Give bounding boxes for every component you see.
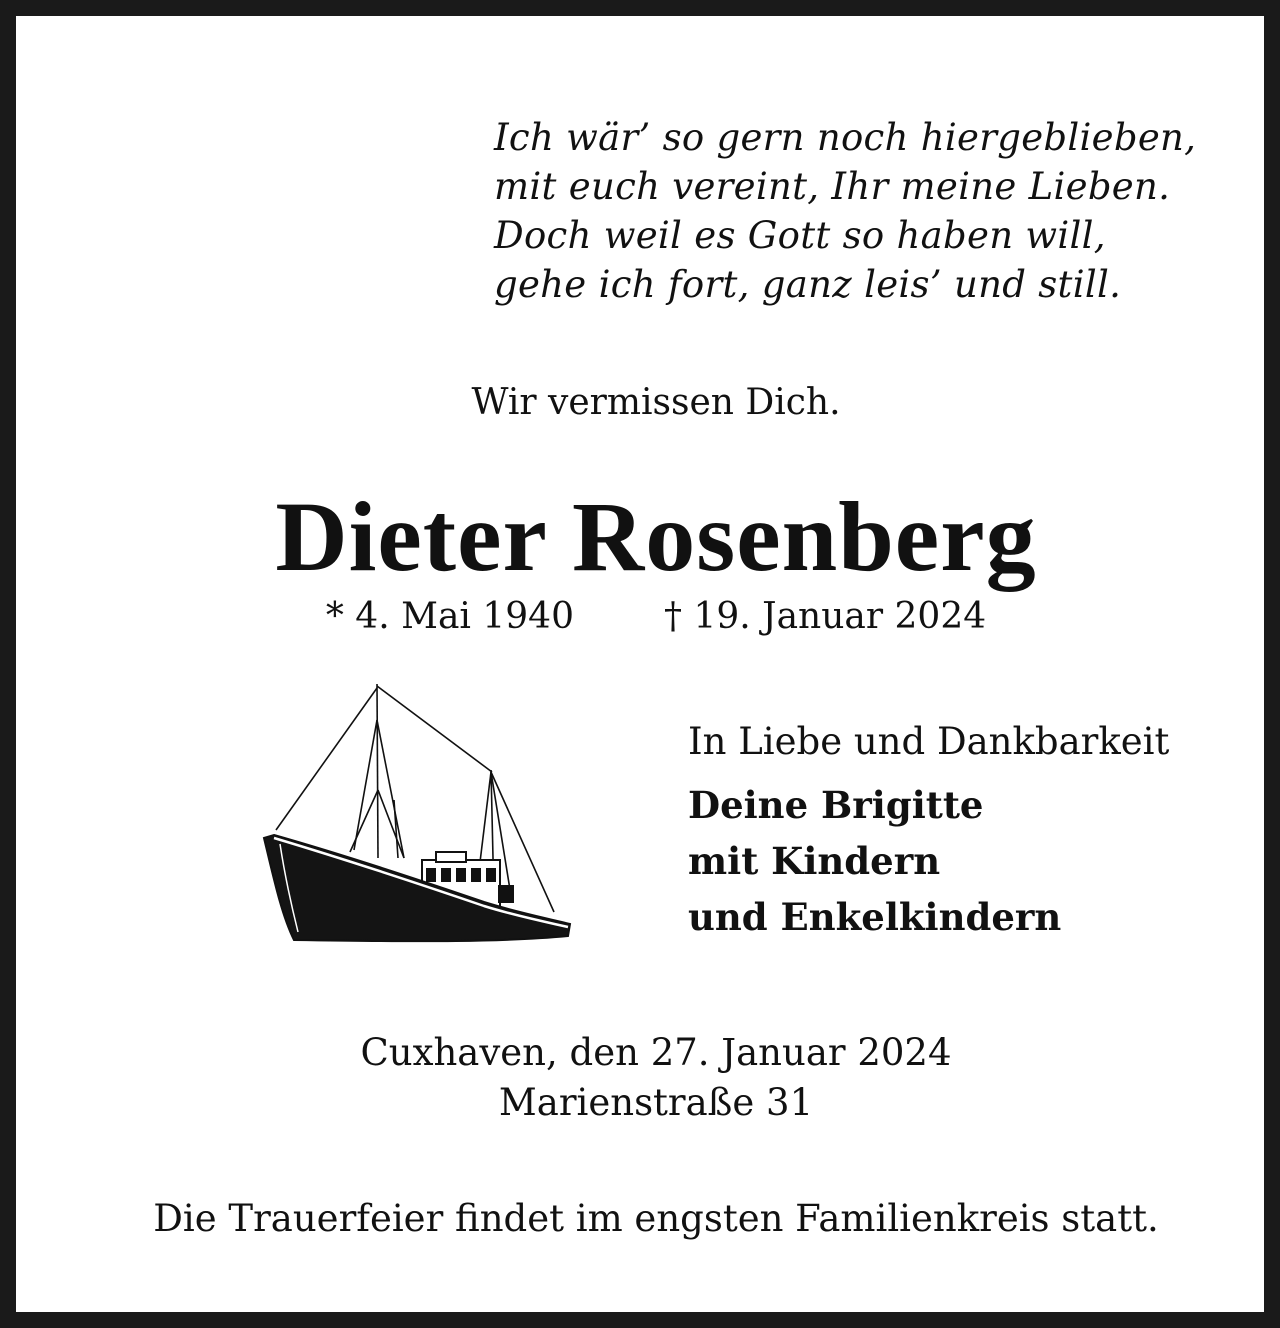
poem-line: gehe ich fort, ganz leis’ und still. xyxy=(494,263,1122,306)
miss-text: Wir vermissen Dich. xyxy=(471,382,841,423)
poem-line: mit euch vereint, Ihr meine Lieben. xyxy=(494,165,1171,208)
death-date: † 19. Januar 2024 xyxy=(664,596,987,637)
funeral-note: Die Trauerfeier findet im engsten Familienkreis statt. xyxy=(153,1197,1159,1240)
city-date: Cuxhaven, den 27. Januar 2024 xyxy=(360,1031,952,1074)
life-dates xyxy=(16,595,1280,639)
poem-line: Ich wär’ so gern noch hiergeblieben, xyxy=(494,116,1197,159)
poem-line: Doch weil es Gott so haben will, xyxy=(494,214,1106,257)
mourner-line: und Enkelkindern xyxy=(688,895,1062,939)
birth-date: * 4. Mai 1940 xyxy=(325,596,574,637)
mourner-line: mit Kindern xyxy=(688,839,941,883)
address: Marienstraße 31 xyxy=(498,1081,814,1124)
deceased-name: Dieter Rosenberg xyxy=(275,481,1037,592)
mourners-block xyxy=(688,719,1169,945)
fishing-trawler-icon xyxy=(254,680,574,950)
mourners-intro: In Liebe und Dankbarkeit xyxy=(688,720,1170,763)
poem xyxy=(494,113,1196,309)
place-block xyxy=(16,1028,1280,1128)
mourner-line: Deine Brigitte xyxy=(688,783,984,827)
